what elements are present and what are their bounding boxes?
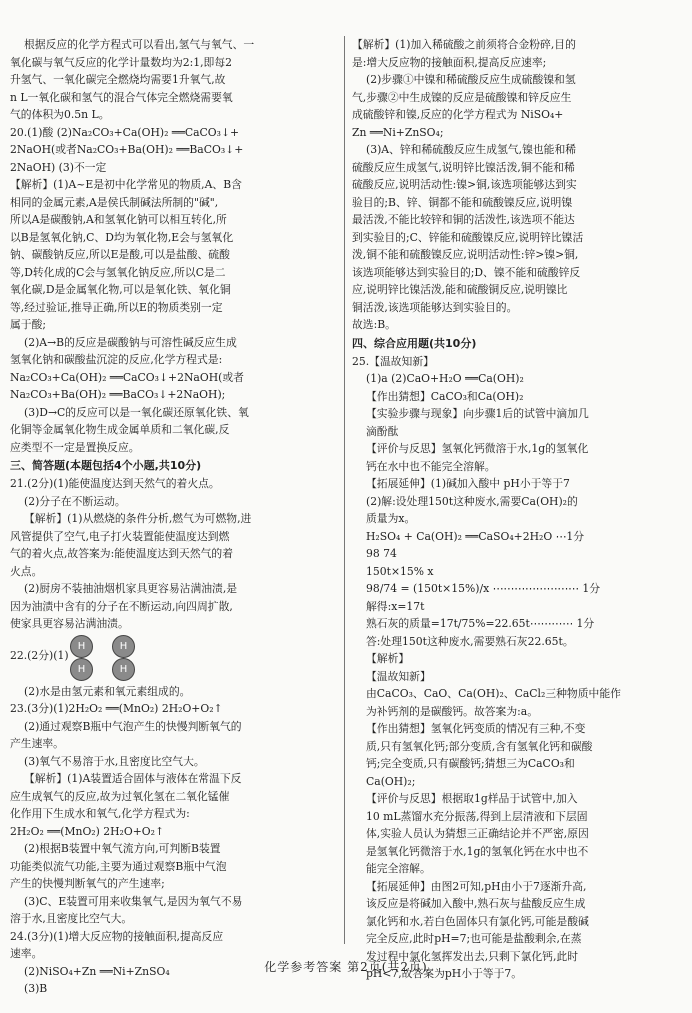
answer-line: 所以A是碳酸钠,A和氢氧化钠可以相互转化,所 xyxy=(10,213,227,226)
answer-line: 【作出猜想】氢氧化钙变质的情况有三种,不变 xyxy=(366,722,586,735)
answer-line: 为补钙剂的是碳酸钙。故答案为:a。 xyxy=(366,704,539,718)
answer-line: 20.(1)酸 (2)Na₂CO₃+Ca(OH)₂ ══CaCO₃↓+ xyxy=(10,125,240,139)
answer-line: 到实验目的;C、锌能和硫酸镍反应,说明锌比镍活 xyxy=(352,230,584,244)
answer-line: 该选项能够达到实验目的;D、镍不能和硫酸锌反 xyxy=(352,265,581,279)
answer-line: 发过程中氯化氢挥发出去,只剩下氯化钙,此时 xyxy=(366,949,579,963)
answer-line: 10 mL蒸馏水充分振荡,得到上层清液和下层固 xyxy=(366,809,588,823)
answer-line: 升氢气、一氧化碳完全燃烧均需要1升氧气,故 xyxy=(10,73,226,86)
answer-line: 98 74 xyxy=(366,547,397,560)
answer-line: 23.(3分)(1)2H₂O₂ ══(MnO₂) 2H₂O+O₂↑ xyxy=(10,702,223,715)
page-footer: 化学参考答案 第2页(共2页) xyxy=(264,960,428,974)
answer-line: 应,说明锌比镍活泼,能和硫酸铜反应,说明镍比 xyxy=(352,283,568,296)
answer-line: 22.(2分)(1) xyxy=(10,648,69,662)
answer-line: 成硫酸锌和镍,反应的化学方程式为 NiSO₄+ xyxy=(352,108,564,121)
answer-line: (3)A、锌和稀硫酸反应生成氢气,镍也能和稀 xyxy=(366,143,577,156)
answer-line: (2)水是由氢元素和氧元素组成的。 xyxy=(24,684,191,698)
answer-line: (2)步骤①中镍和稀硫酸反应生成硫酸镍和氢 xyxy=(366,73,576,86)
answer-line: 根据反应的化学方程式可以看出,氢气与氧气、一 xyxy=(24,38,255,51)
answer-line: 体,实验人员认为猜想三正确结论并不严密,原因 xyxy=(366,827,589,840)
answer-line: 2NaOH) (3)不一定 xyxy=(10,160,107,174)
answer-line: 25.【温故知新】 xyxy=(352,354,434,368)
answer-line: 钙在水中也不能完全溶解。 xyxy=(366,459,496,473)
answer-line: 气的着火点,故答案为:能使温度达到天然气的着 xyxy=(10,547,234,560)
answer-line: 解得:x=17t xyxy=(366,599,425,613)
answer-line: 属于酸; xyxy=(10,318,47,331)
answer-line: 硫酸反应生成氢气,说明锌比镍活泼,铜不能和稀 xyxy=(352,160,575,174)
answer-line: 【解析】(1)A~E是初中化学常见的物质,A、B含 xyxy=(10,178,242,191)
answer-line: 使家具更容易沾满油渍。 xyxy=(10,617,129,630)
answer-line: 相同的金属元素,A是侯氏制碱法所制的"碱", xyxy=(10,195,219,209)
answer-line: 因为油渍中含有的分子在不断运动,向四周扩散, xyxy=(10,599,233,613)
answer-line: 速率。 xyxy=(10,947,43,960)
answer-line: 铜活泼,该选项能够达到实验目的。 xyxy=(352,300,518,314)
left-column xyxy=(10,36,340,998)
answer-line: 【拓展延伸】由图2可知,pH由小于7逐渐升高, xyxy=(366,879,587,893)
answer-line: (2)解:设处理150t这种废水,需要Ca(OH)₂的 xyxy=(366,494,578,508)
answer-line: 【作出猜想】CaCO₃和Ca(OH)₂ xyxy=(366,389,524,403)
answer-line: 钙;完全变质,只有碳酸钙;猜想三为CaCO₃和 xyxy=(366,757,575,770)
answer-line: 泼,铜不能和硫酸镍反应,说明活动性:锌>镍>铜, xyxy=(352,248,579,261)
answer-line: 产生的快慢判断氧气的产生速率; xyxy=(10,877,165,890)
answer-line: 应类型不一定是置换反应。 xyxy=(10,440,140,454)
answer-line: pH<7,故答案为pH小于等于7。 xyxy=(366,967,523,980)
answer-line: 应生成氧气的反应,故为过氧化氢在二氧化锰催 xyxy=(10,789,230,803)
answer-line: 氧化碳与氧气反应的化学计量数均为2:1,即每2 xyxy=(10,55,233,69)
answer-line: H₂SO₄ + Ca(OH)₂ ══CaSO₄+2H₂O ⋯1分 xyxy=(366,529,585,543)
column-divider xyxy=(344,36,345,944)
answer-line: 【温故知新】 xyxy=(366,669,431,683)
answer-line: Na₂CO₃+Ca(OH)₂ ══CaCO₃↓+2NaOH(或者 xyxy=(10,370,244,384)
answer-line: (3)D→C的反应可以是一氧化碳还原氧化铁、氧 xyxy=(24,405,249,419)
answer-line: Ca(OH)₂; xyxy=(366,774,416,788)
answer-line: (3)B xyxy=(24,982,48,995)
answer-line: 【解析】(1)从燃烧的条件分析,燃气为可燃物,进 xyxy=(24,512,252,525)
answer-line: (2)A→B的反应是碳酸钠与可溶性碱反应生成 xyxy=(24,335,237,349)
answer-line: 21.(2分)(1)能使温度达到天然气的着火点。 xyxy=(10,477,220,490)
answer-line: (3)氧气不易溶于水,且密度比空气大。 xyxy=(24,754,205,768)
answer-line: 150t×15% x xyxy=(366,564,434,578)
answer-line: 风管提供了空气,电子打火装置能使温度达到燃 xyxy=(10,529,230,543)
right-column xyxy=(352,36,684,983)
answer-line: 化铜等金属氧化物生成金属单质和二氧化碳,反 xyxy=(10,423,230,436)
answer-line: 【评价与反思】氢氧化钙微溶于水,1g的氢氧化 xyxy=(366,442,589,455)
hydrogen-atom-icon: H xyxy=(112,658,135,681)
answer-line: 质,只有氢氧化钙;部分变质,含有氢氧化钙和碳酸 xyxy=(366,739,593,753)
section-heading: 三、简答题(本题包括4个小题,共10分) xyxy=(10,459,202,472)
answer-line: 产生速率。 xyxy=(10,737,64,750)
answer-line: 是氢氧化钙微溶于水,1g的氢氧化钙在水中也不 xyxy=(366,844,589,858)
answer-line: 等,D转化成的C会与氢氧化钠反应,所以C是二 xyxy=(10,265,226,279)
answer-line: 化作用下生成水和氧气,化学方程式为: xyxy=(10,807,190,820)
answer-line: (1)a (2)CaO+H₂O ══Ca(OH)₂ xyxy=(366,372,524,385)
answer-line: 以B是氢氧化钠,C、D均为氧化物,E会与氢氧化 xyxy=(10,230,234,244)
answer-line: (2)厨房不装抽油烟机家具更容易沾满油渍,是 xyxy=(24,582,238,595)
answer-line: (2)通过观察B瓶中气泡产生的快慢判断氧气的 xyxy=(24,719,242,733)
answer-line: 【解析】 xyxy=(366,652,410,665)
answer-line: 等,经过验证,推导正确,所以E的物质类别一定 xyxy=(10,300,223,314)
answer-line: Na₂CO₃+Ba(OH)₂ ══BaCO₃↓+2NaOH); xyxy=(10,388,226,401)
answer-line: 熟石灰的质量=17t/75%=22.65t⋯⋯⋯⋯ 1分 xyxy=(366,617,595,630)
answer-line: 火点。 xyxy=(10,564,43,578)
answer-line: 功能类似流气功能,主要为通过观察B瓶中气泡 xyxy=(10,859,227,873)
answer-line: 由CaCO₃、CaO、Ca(OH)₂、CaCl₂三种物质中能作 xyxy=(366,687,621,700)
answer-line: 能完全溶解。 xyxy=(366,862,431,875)
answer-line: Zn ══Ni+ZnSO₄; xyxy=(352,125,444,139)
answer-line: 验目的;B、锌、铜都不能和硫酸镍反应,说明镍 xyxy=(352,195,573,209)
answer-line: 【解析】(1)加入稀硫酸之前须将合金粉碎,目的 xyxy=(352,38,576,51)
answer-line: 氢氧化钠和碳酸盐沉淀的反应,化学方程式是: xyxy=(10,353,223,366)
answer-line: (2)NiSO₄+Zn ══Ni+ZnSO₄ xyxy=(24,964,170,978)
answer-line: 氯化钙和水,若白色固体只有氯化钙,可能是酸碱 xyxy=(366,914,589,928)
answer-line: 【解析】(1)A装置适合固体与液体在常温下反 xyxy=(24,772,242,785)
hydrogen-atom-icon: H xyxy=(70,635,93,658)
answer-line xyxy=(10,633,340,683)
answer-line: 完全反应,此时pH=7;也可能是盐酸剩余,在蒸 xyxy=(366,932,582,945)
answer-line: 98/74 = (150t×15%)/x ⋯⋯⋯⋯⋯⋯⋯⋯ 1分 xyxy=(366,582,601,595)
answer-line: 【评价与反思】根据取1g样品于试管中,加入 xyxy=(366,792,578,805)
answer-line: 答:处理150t这种废水,需要熟石灰22.65t。 xyxy=(366,634,574,648)
hydrogen-atom-icon: H xyxy=(70,658,93,681)
answer-line: 质量为x。 xyxy=(366,512,416,525)
answer-line: 气,步骤②中生成镍的反应是硫酸镍和锌反应生 xyxy=(352,90,572,104)
answer-line: 气的体积为0.5n L。 xyxy=(10,108,110,121)
answer-line: (3)C、E装置可用来收集氧气,是因为氧气不易 xyxy=(24,894,243,908)
answer-line: 是:增大反应物的接触面积,提高反应速率; xyxy=(352,55,547,69)
hydrogen-atom-icon: H xyxy=(112,635,135,658)
answer-line: 24.(3分)(1)增大反应物的接触面积,提高反应 xyxy=(10,929,224,943)
answer-line: 2H₂O₂ ══(MnO₂) 2H₂O+O₂↑ xyxy=(10,824,165,838)
answer-line: 【实验步骤与现象】向步骤1后的试管中滴加几 xyxy=(366,407,589,420)
answer-line: 硫酸反应,说明活动性:镍>铜,该选项能够达到实 xyxy=(352,178,577,191)
answer-line: 钠、碳酸钠反应,所以E是酸,可以是盐酸、硫酸 xyxy=(10,248,230,261)
answer-line: (2)根据B装置中氧气流方向,可判断B装置 xyxy=(24,842,221,855)
answer-line: 溶于水,且密度比空气大。 xyxy=(10,912,133,925)
answer-line: 故选:B。 xyxy=(352,318,396,331)
answer-line: 2NaOH(或者Na₂CO₃+Ba(OH)₂ ══BaCO₃↓+ xyxy=(10,143,244,156)
answer-line: 氧化碳,D是金属氧化物,可以是氧化铁、氧化铜 xyxy=(10,283,231,296)
answer-line: n L一氧化碳和氢气的混合气体完全燃烧需要氧 xyxy=(10,90,233,104)
answer-line: 最活泼,不能比较锌和铜的活泼性,该选项不能达 xyxy=(352,213,575,226)
answer-line: 滴酚酞 xyxy=(366,424,399,438)
answer-line: 【拓展延伸】(1)碱加入酸中 pH小于等于7 xyxy=(366,477,570,490)
answer-line: 该反应是将碱加入酸中,熟石灰与盐酸反应生成 xyxy=(366,897,586,910)
section-heading: 四、综合应用题(共10分) xyxy=(352,336,477,350)
answer-line: (2)分子在不断运动。 xyxy=(24,494,126,508)
